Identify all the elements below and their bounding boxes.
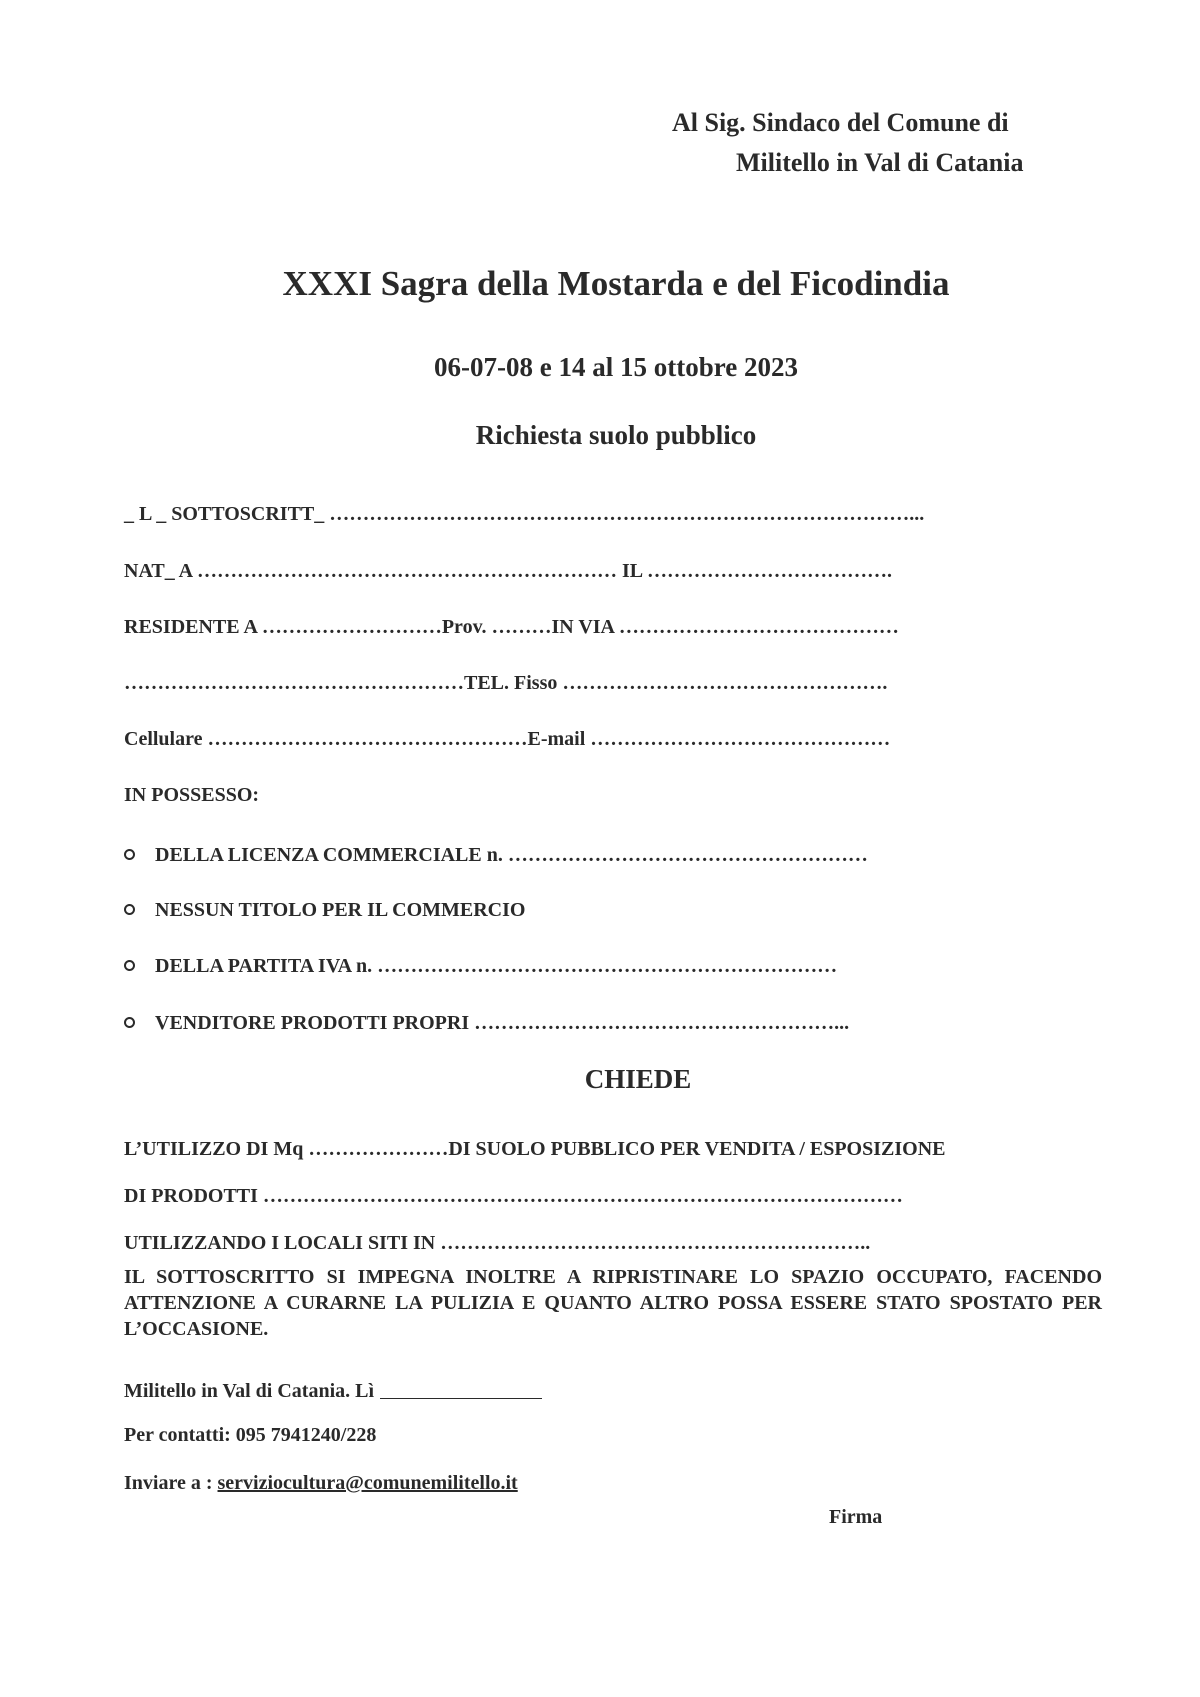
option-label: VENDITORE PRODOTTI PROPRI ………………………………………………...: [155, 1012, 850, 1034]
radio-circle-icon[interactable]: [124, 904, 135, 915]
event-dates: 06-07-08 e 14 al 15 ottobre 2023: [434, 352, 798, 382]
premises-field[interactable]: UTILIZZANDO I LOCALI SITI IN ………………………………………………………..: [124, 1232, 871, 1254]
document-title: XXXI Sagra della Mostarda e del Ficodindia: [282, 264, 950, 303]
document-subject: Richiesta suolo pubblico: [475, 420, 757, 450]
area-field[interactable]: L’UTILIZZO DI Mq …………………DI SUOLO PUBBLICO PER VENDITA / ESPOSIZIONE: [124, 1138, 946, 1160]
birth-field[interactable]: NAT_ A ……………………………………………………… IL ……………………………….: [124, 560, 892, 582]
option-own-products[interactable]: [124, 1012, 849, 1035]
radio-circle-icon[interactable]: [124, 1017, 135, 1028]
recipient-line-2: Militello in Val di Catania: [736, 148, 1024, 177]
option-commercial-license[interactable]: [124, 844, 868, 867]
date-blank[interactable]: [380, 1397, 542, 1399]
option-label: DELLA LICENZA COMMERCIALE n. ………………………………………………: [155, 844, 868, 866]
send-label: Inviare a :: [124, 1472, 213, 1494]
mobile-email-field[interactable]: Cellulare …………………………………………E-mail ………………………………………: [124, 728, 891, 750]
radio-circle-icon[interactable]: [124, 849, 135, 860]
contacts: Per contatti: 095 7941240/228: [124, 1424, 377, 1446]
recipient-line-1: Al Sig. Sindaco del Comune di: [672, 108, 1009, 137]
commitment-paragraph: IL SOTTOSCRITTO SI IMPEGNA INOLTRE A RIPRISTINARE LO SPAZIO OCCUPATO, FACENDO ATTENZIONE A CURARNE LA PULIZIA E QUANTO ALTRO POSSA ESSERE STATO SPOSTATO PER L’OCCASIONE.: [124, 1266, 1102, 1340]
option-label: NESSUN TITOLO PER IL COMMERCIO: [155, 899, 526, 921]
send-line: [124, 1472, 518, 1495]
products-field[interactable]: DI PRODOTTI ……………………………………………………………………………………: [124, 1185, 903, 1207]
phone-field[interactable]: ……………………………………………TEL. Fisso ………………………………………….: [124, 672, 888, 694]
place-date-label: Militello in Val di Catania. Lì: [124, 1380, 375, 1402]
email-link[interactable]: serviziocultura@comunemilitello.it: [217, 1472, 518, 1494]
place-date-line[interactable]: [124, 1380, 542, 1403]
option-vat-number[interactable]: [124, 955, 837, 978]
option-no-title[interactable]: [124, 899, 525, 922]
option-label: DELLA PARTITA IVA n. ……………………………………………………………: [155, 955, 838, 977]
residence-field[interactable]: RESIDENTE A ………………………Prov. ………IN VIA ……………………………………: [124, 616, 899, 638]
chiede-heading: CHIEDE: [584, 1064, 692, 1094]
possession-label: IN POSSESSO:: [124, 784, 260, 806]
signatory-field[interactable]: _ L _ SOTTOSCRITT_ ……………………………………………………………………………...: [124, 503, 925, 525]
signature-label: Firma: [829, 1506, 883, 1528]
radio-circle-icon[interactable]: [124, 960, 135, 971]
